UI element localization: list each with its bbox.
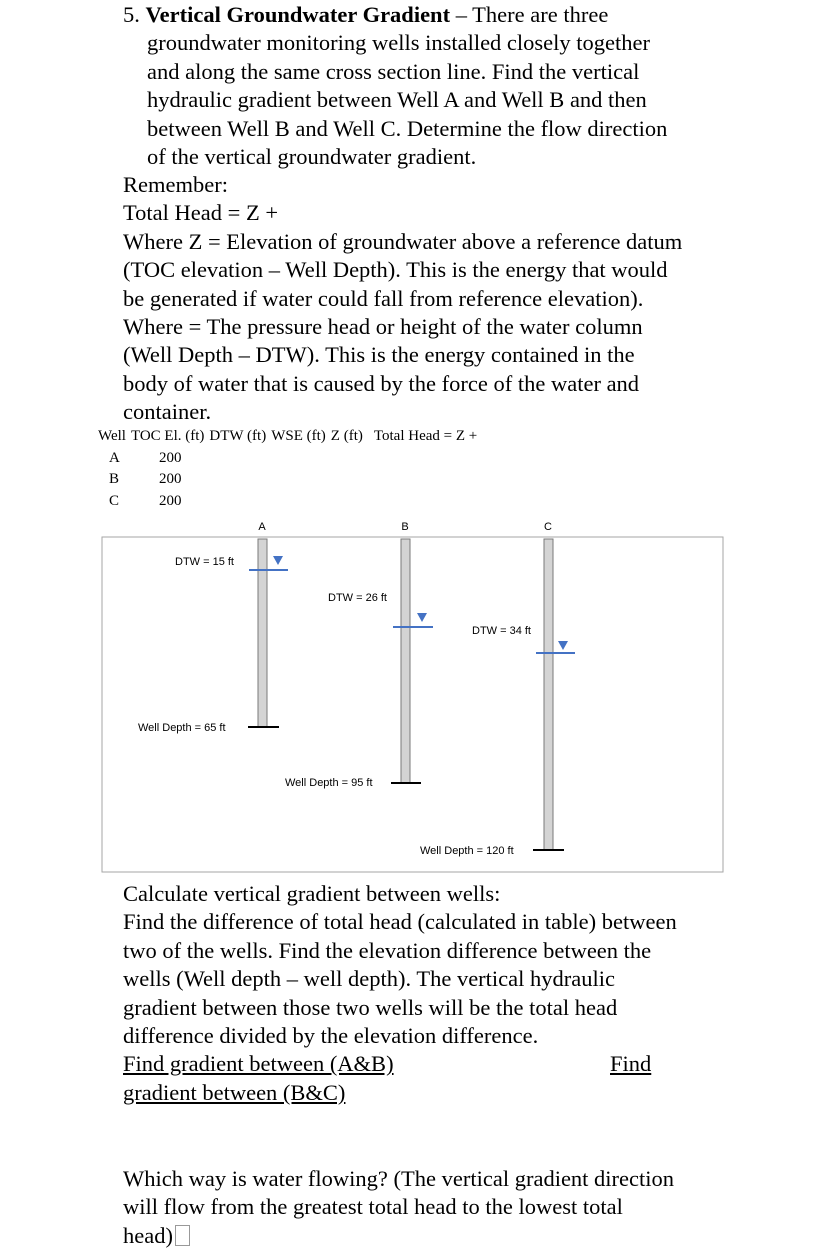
table-cell-toc: 200 bbox=[159, 449, 182, 466]
question-line: will flow from the greatest total head to the lowest total bbox=[123, 1194, 623, 1220]
well-data-table bbox=[98, 426, 482, 512]
remember-line: Where Z = Elevation of groundwater above a reference datum bbox=[123, 228, 683, 254]
table-header-dtw: DTW (ft) bbox=[209, 428, 267, 444]
flow-direction-question bbox=[123, 1165, 743, 1250]
find-gradient-bc: gradient between (B&C) bbox=[123, 1079, 346, 1105]
well-a-depth-label: Well Depth = 65 ft bbox=[138, 722, 226, 734]
calc-line: wells (Well depth – well depth). The vertical hydraulic bbox=[123, 966, 615, 992]
table-cell-well: C bbox=[109, 492, 120, 509]
table-header-total-head: Total Head = Z + bbox=[373, 428, 478, 444]
table-header-z: Z (ft) bbox=[330, 428, 363, 444]
table-cell-toc: 200 bbox=[159, 471, 182, 487]
find-gradient-bc-start: Find bbox=[610, 1051, 652, 1077]
remember-line: body of water that is caused by the force of the water and bbox=[123, 370, 640, 396]
well-b-casing bbox=[401, 539, 410, 783]
answer-placeholder-box bbox=[175, 1225, 190, 1246]
table-header-wse: WSE (ft) bbox=[271, 428, 326, 444]
table-cell-well: B bbox=[109, 471, 120, 487]
total-head-formula: Total Head = Z + bbox=[123, 200, 279, 226]
calc-instructions bbox=[123, 880, 743, 1107]
table-header-toc: TOC El. (ft) bbox=[130, 428, 205, 444]
well-a-dtw-label: DTW = 15 ft bbox=[175, 556, 234, 568]
calc-line: Find the difference of total head (calculated in table) between bbox=[123, 909, 677, 935]
well-a-water-triangle-icon bbox=[273, 556, 283, 565]
question-line: head) bbox=[123, 1222, 173, 1248]
well-b-depth-label: Well Depth = 95 ft bbox=[285, 777, 373, 789]
well-b-dtw-label: DTW = 26 ft bbox=[328, 592, 387, 604]
remember-line: container. bbox=[123, 399, 212, 425]
well-c-casing bbox=[544, 539, 553, 850]
problem-line-5: between Well B and Well C. Determine the flow direction bbox=[147, 115, 668, 141]
title-dash: – bbox=[450, 2, 473, 27]
well-c-dtw-label: DTW = 34 ft bbox=[472, 625, 531, 637]
well-c-water-triangle-icon bbox=[558, 641, 568, 650]
table-cell-well: A bbox=[109, 449, 120, 466]
calc-line: gradient between those two wells will be the total head bbox=[123, 994, 618, 1020]
remember-line: Where = The pressure head or height of the water column bbox=[123, 314, 643, 340]
remember-heading: Remember: bbox=[123, 172, 228, 197]
well-c-depth-label: Well Depth = 120 ft bbox=[420, 845, 514, 857]
problem-line-1: There are three bbox=[472, 2, 609, 27]
find-gradient-ab: Find gradient between (A&B) bbox=[123, 1051, 394, 1077]
remember-line: be generated if water could fall from reference elevation). bbox=[123, 285, 644, 311]
table-header-row bbox=[98, 426, 482, 448]
problem-line-6: of the vertical groundwater gradient. bbox=[147, 144, 477, 170]
calc-line: two of the wells. Find the elevation difference between the bbox=[123, 937, 652, 963]
diagram-frame bbox=[102, 537, 723, 872]
question-line-last bbox=[123, 1222, 743, 1250]
remember-block bbox=[123, 171, 743, 427]
problem-line-4: hydraulic gradient between Well A and Well B and then bbox=[147, 87, 647, 113]
find-gradient-row bbox=[123, 1050, 743, 1078]
well-a-name: A bbox=[258, 521, 266, 533]
well-a-casing bbox=[258, 539, 267, 727]
remember-line: (TOC elevation – Well Depth). This is the energy that would bbox=[123, 257, 668, 283]
remember-line: (Well Depth – DTW). This is the energy contained in the bbox=[123, 342, 635, 368]
table-row bbox=[98, 469, 482, 491]
table-row bbox=[98, 448, 482, 470]
problem-statement bbox=[123, 1, 723, 171]
well-c-name: C bbox=[544, 521, 552, 533]
calc-heading: Calculate vertical gradient between wells: bbox=[123, 881, 501, 906]
problem-line-3: and along the same cross section line. Find the vertical bbox=[147, 58, 640, 84]
problem-number: 5. bbox=[123, 2, 140, 27]
well-cross-section-diagram bbox=[0, 515, 828, 880]
table-header-well: Well bbox=[98, 428, 126, 444]
problem-title: Vertical Groundwater Gradient bbox=[145, 2, 451, 27]
calc-line: difference divided by the elevation difference. bbox=[123, 1023, 539, 1049]
table-cell-toc: 200 bbox=[159, 492, 182, 509]
table-row bbox=[98, 491, 482, 513]
question-line: Which way is water flowing? (The vertical gradient direction bbox=[123, 1166, 675, 1191]
well-b-water-triangle-icon bbox=[417, 613, 427, 622]
problem-line-2: groundwater monitoring wells installed closely together bbox=[147, 30, 651, 56]
well-b-name: B bbox=[401, 521, 409, 533]
